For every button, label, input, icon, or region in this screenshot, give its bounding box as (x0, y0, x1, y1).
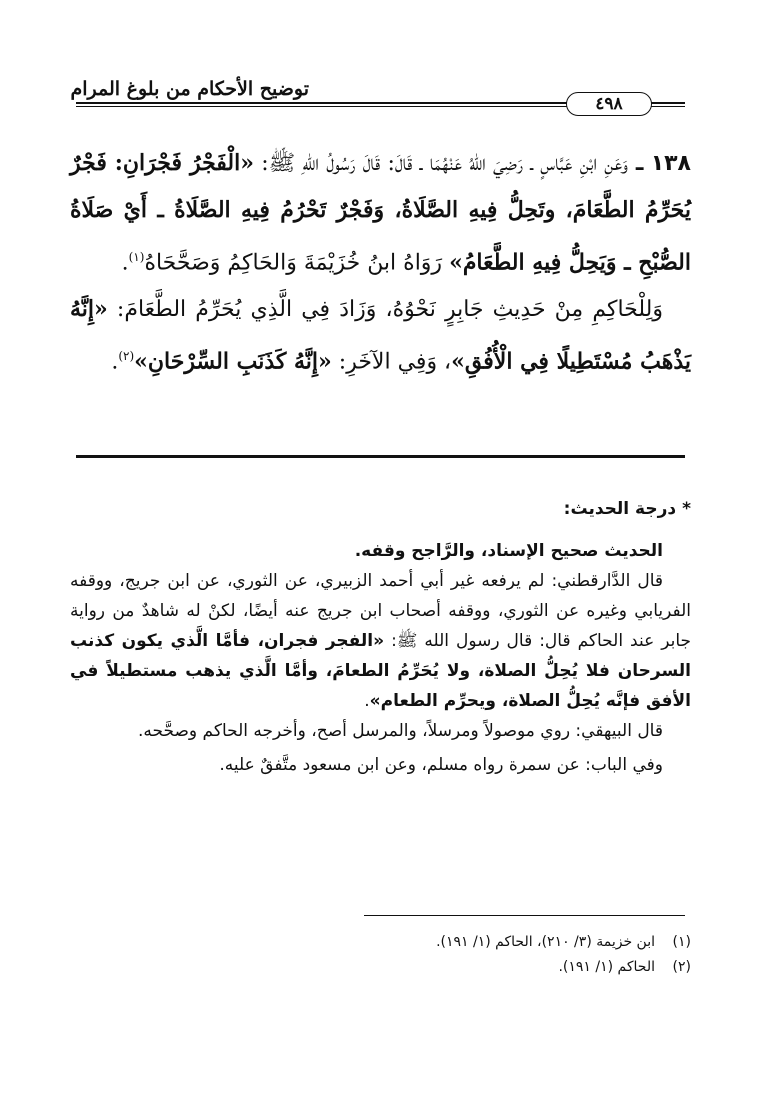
page-number: ٤٩٨ (566, 92, 652, 116)
hadith-paragraph-1: ١٣٨ ـ وَعَنِ ابْنِ عَبَّاسٍ ـ رَضِيَ اللهُ عَنْهُمَا ـ قَالَ: قَالَ رَسُولُ اللهِ ﷺ: «الْفَجْرُ فَجْرَانِ: فَجْرٌ يُحَرِّمُ الطَّعَامَ، وتَحِلُّ فِيهِ الصَّلَاةُ، وَفَجْرٌ تَحْرُمُ فِيهِ الصَّلَاةُ ـ أَيْ صَلَاةُ الصُّبْحِ ـ وَيَحِلُّ فِيهِ الطَّعَامُ» رَوَاهُ ابنُ خُزَيْمَةَ وَالحَاكِمُ وَصَحَّحَاهُ$^{(١)}$. (70, 150, 691, 276)
footnote-2 (70, 955, 691, 980)
footnote-1 (70, 930, 691, 955)
footnote-rule (364, 915, 685, 916)
hadith-hakim-addition: وَلِلْحَاكِمِ مِنْ حَدِيثِ جَابِرٍ نَحْوُهُ، وَزَادَ فِي الَّذِي يُحَرِّمُ الطَّعَامَ: (116, 297, 663, 323)
hadith-paragraph-2: وَلِلْحَاكِمِ مِنْ حَدِيثِ جَابِرٍ نَحْوُهُ، وَزَادَ فِي الَّذِي يُحَرِّمُ الطَّعَامَ: «إِنَّهُ يَذْهَبُ مُسْتَطِيلًا فِي الْأُفُقِ»، وَفِي الآخَرِ: «إِنَّهُ كَذَنَبِ السِّرْحَانِ»$^{(٢)}$. (70, 296, 691, 375)
footnote-text: ابن خزيمة (٣/ ٢١٠)، الحاكم (١/ ١٩١). (436, 934, 655, 950)
bab-paragraph: وفي الباب: عن سمرة رواه مسلم، وعن ابن مسعود متَّفقٌ عليه. (219, 755, 663, 775)
section-divider (76, 455, 685, 458)
footnote-mark: (١) (672, 934, 691, 950)
star-icon: * (682, 499, 691, 519)
hadith-quote-sirhan: «إِنَّهُ كَذَنَبِ السِّرْحَانِ» (134, 348, 332, 375)
hakim-hadith-quote: «الفجر فجران، فأمَّا الَّذي يكون كذنب السرحان فلا يُحِلُّ الصلاة، ولا يُحَرِّمُ الطعامَ، وأمَّا الَّذي يذهب مستطيلاً في الأفق فإنَّه يُحِلُّ الصلاة، ويحرِّم الطعام» (70, 631, 691, 711)
commentary-block (70, 494, 691, 780)
footnote-ref-2: (٢) (118, 349, 135, 364)
footnote-text: الحاكم (١/ ١٩١). (558, 959, 655, 975)
bayhaqi-paragraph: قال البيهقي: روي موصولاً ومرسلاً، والمرسل أصح، وأخرجه الحاكم وصحَّحه. (138, 721, 663, 741)
section-heading: *درجة الحديث: (563, 499, 691, 519)
hadith-narration: رَوَاهُ ابنُ خُزَيْمَةَ وَالحَاكِمُ وَصَحَّحَاهُ (144, 250, 443, 276)
footnote-ref-1: (١) (128, 250, 145, 264)
hadith-matn-quote: «الْفَجْرُ فَجْرَانِ: فَجْرٌ يُحَرِّمُ الطَّعَامَ، وتَحِلُّ فِيهِ الصَّلَاةُ، وَفَجْرٌ تَحْرُمُ فِيهِ الصَّلَاةُ ـ أَيْ صَلَاةُ الصُّبْحِ ـ وَيَحِلُّ فِيهِ الطَّعَامُ» (70, 150, 691, 276)
hadith-akhar: ، وَفِي الآخَرِ: (338, 349, 452, 375)
hadith-number-dash: ـ (627, 151, 644, 176)
hadith-prophet-phrase: اللهِ ﷺ: (261, 151, 319, 176)
running-header-title: توضيح الأحكام من بلوغ المرام (70, 78, 309, 100)
hadith-isnad: وَعَنِ ابْنِ عَبَّاسٍ ـ رَضِيَ اللهُ عَنْهُمَا ـ قَالَ: قَالَ رَسُولُ (326, 151, 628, 176)
grade-paragraph: الحديث صحيح الإسناد، والرَّاجح وقفه. (354, 541, 663, 561)
footnotes (70, 930, 691, 980)
hadith-block (70, 140, 691, 386)
footnote-mark: (٢) (672, 959, 691, 975)
daraqutni-paragraph: قال الدَّارقطني: لم يرفعه غير أبي أحمد الزبيري، عن الثوري، عن ابن جريج، ووقفه الفريابي وغيره عن الثوري، ووقفه أصحاب ابن جريج عنه أيضًا، لكنْ له شاهدٌ من رواية جابر عند الحاكم قال: قال رسول الله ﷺ: «الفجر فجران، فأمَّا الَّذي يكون كذنب السرحان فلا يُحِلُّ الصلاة، ولا يُحَرِّمُ الطعامَ، وأمَّا الَّذي يذهب مستطيلاً في الأفق فإنَّه يُحِلُّ الصلاة، ويحرِّم الطعام». (70, 571, 692, 711)
hadith-quote-ufuq: «إِنَّهُ يَذْهَبُ مُسْتَطِيلًا فِي الْأُفُقِ» (70, 296, 691, 375)
hadith-number: ١٣٨ (650, 151, 691, 176)
